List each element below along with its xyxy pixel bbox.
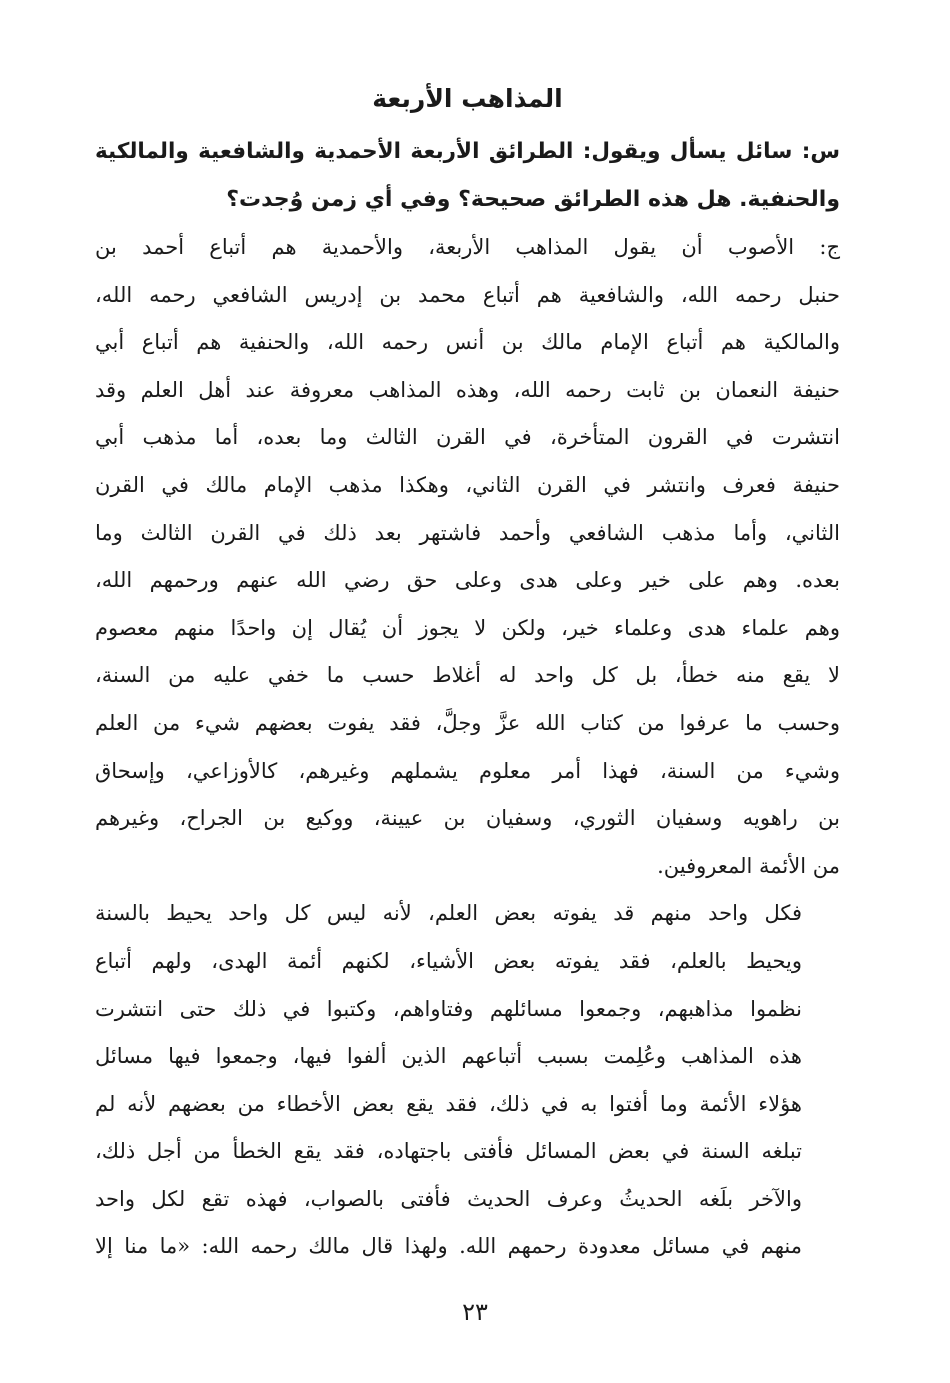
text-line: فكل واحد منهم قد يفوته بعض العلم، لأنه ليس كل واحد يحيط بالسنة — [95, 901, 802, 926]
text-line: تبلغه السنة في بعض المسائل فأفتى باجتهاده، فقد يقع الخطأ من أجل ذلك، — [95, 1139, 802, 1164]
text-line: بن راهويه وسفيان الثوري، وسفيان بن عيينة، ووكيع بن الجراح، وغيرهم — [95, 806, 840, 831]
text-line: وشيء من السنة، فهذا أمر معلوم يشملهم وغيرهم، كالأوزاعي، وإسحاق — [95, 758, 840, 783]
text-line: من الأئمة المعروفين. — [657, 853, 840, 878]
text-line: لا يقع منه خطأ، بل كل واحد له أغلاط حسب ما خفي عليه من السنة، — [95, 663, 840, 688]
text-line: ج: الأصوب أن يقول المذاهب الأربعة، والأحمدية هم أتباع أحمد بن — [95, 235, 840, 259]
page-title: المذاهب الأربعة — [372, 84, 563, 113]
text-line: وحسب ما عرفوا من كتاب الله عزَّ وجلَّ، فقد يفوت بعضهم شيء من العلم — [95, 710, 840, 735]
text-line: والآخر بلَغه الحديثُ وعرف الحديث فأفتى بالصواب، فهذه تقع لكل واحد — [95, 1186, 802, 1211]
question-paragraph — [95, 128, 840, 224]
text-line: انتشرت في القرون المتأخرة، في القرن الثالث وما بعده، أما مذهب أبي — [95, 425, 840, 450]
text-line: الثاني، وأما مذهب الشافعي وأحمد فاشتهر بعد ذلك في القرن الثالث وما — [95, 520, 840, 545]
text-line: وهم علماء هدى وعلماء خير، ولكن لا يجوز أن يُقال إن واحدًا منهم معصوم — [95, 615, 840, 640]
text-line: حنيفة النعمان بن ثابت رحمه الله، وهذه المذاهب معروفة عند أهل العلم وقد — [95, 377, 840, 402]
page-number: ٢٣ — [462, 1298, 488, 1326]
text-line: والمالكية هم أتباع الإمام مالك بن أنس رحمه الله، والحنفية هم أتباع أبي — [95, 330, 840, 355]
body-paragraph — [95, 890, 840, 1271]
text-line: والحنفية. هل هذه الطرائق صحيحة؟ وفي أي زمن وُجدت؟ — [226, 187, 840, 212]
text-line: حنيفة فعرف وانتشر في القرن الثاني، وهكذا مذهب الإمام مالك في القرن — [95, 472, 840, 497]
text-line: س: سائل يسأل ويقول: الطرائق الأربعة الأحمدية والشافعية والمالكية — [95, 139, 840, 164]
text-line: منهم في مسائل معدودة رحمهم الله. ولهذا قال مالك رحمه الله: «ما منا إلا — [95, 1234, 802, 1259]
text-line: ويحيط بالعلم، فقد يفوته بعض الأشياء، لكنهم أئمة الهدى، ولهم أتباع — [95, 948, 802, 973]
text-line: هؤلاء الأئمة وما أفتوا به في ذلك، فقد يقع بعض الأخطاء من بعضهم لأنه لم — [95, 1091, 802, 1116]
text-line: حنبل رحمه الله، والشافعية هم أتباع محمد بن إدريس الشافعي رحمه الله، — [95, 282, 840, 307]
text-line: هذه المذاهب وعُلِمت بسبب أتباعهم الذين ألفوا فيها، وجمعوا فيها مسائل — [95, 1044, 802, 1069]
text-line: بعده. وهم على خير وعلى هدى وعلى حق رضي الله عنهم ورحمهم الله، — [95, 568, 840, 593]
text-line: نظموا مذاهبهم، وجمعوا مسائلهم وفتاواهم، وكتبوا في ذلك حتى انتشرت — [95, 996, 802, 1021]
page-body — [95, 70, 840, 1271]
answer-paragraph — [95, 224, 840, 890]
